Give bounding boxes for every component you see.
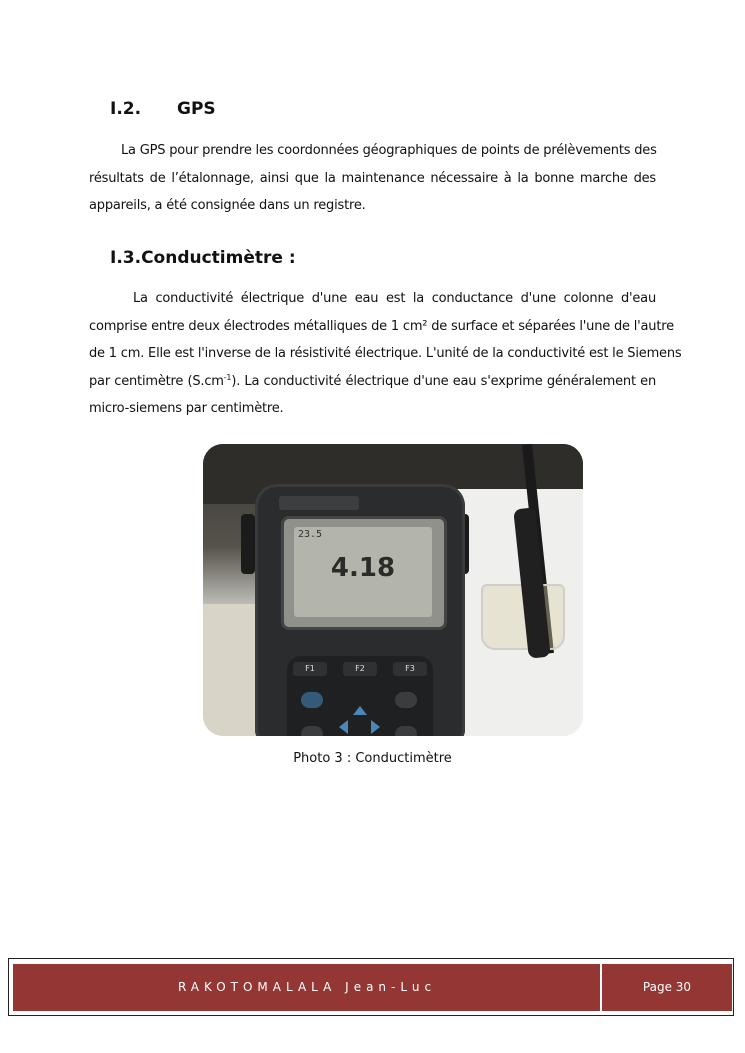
paragraph-line: résultats de l’étalonnage, ainsi que la maintenance nécessaire à la bonne marche des: [89, 170, 656, 186]
line-text: ). La conductivité électrique d'une eau s'exprime généralement en: [231, 373, 656, 389]
paragraph-line: appareils, a été consignée dans un registre.: [89, 198, 366, 214]
lcd-display: [294, 527, 432, 617]
meter-keypad: [287, 656, 433, 736]
mode-key: [395, 726, 417, 736]
paragraph-conductimetre: [89, 285, 682, 423]
footer-page-number: Page 30: [600, 964, 732, 1011]
brand-plate: [279, 496, 359, 510]
meter-screen: [281, 516, 447, 630]
paragraph-gps: [89, 137, 656, 220]
section-title: GPS: [177, 99, 216, 119]
arrow-left-icon: [339, 720, 348, 734]
measure-key: [395, 692, 417, 708]
meter-clip: [241, 514, 255, 574]
paragraph-line: de 1 cm. Elle est l'inverse de la résistivité électrique. L'unité de la conductivité est le Siemens: [89, 346, 682, 362]
paragraph-line: La GPS pour prendre les coordonnées géographiques de points de prélèvements des: [121, 143, 657, 158]
section-heading-gps: [110, 99, 216, 119]
section-heading-conductimetre: I.3.Conductimètre :: [110, 248, 296, 268]
photo-caption: Photo 3 : Conductimètre: [293, 751, 452, 766]
function-key: F3: [393, 662, 427, 676]
paragraph-line: comprise entre deux électrodes métalliques de 1 cm² de surface et séparées l'une de l'autre: [89, 318, 674, 334]
paragraph-line: [89, 368, 656, 396]
lcd-value: 4.18: [330, 553, 396, 583]
arrow-up-icon: [353, 706, 367, 715]
superscript: -1: [223, 372, 232, 382]
footer-author: RAKOTOMALALA Jean-Luc: [13, 964, 601, 1011]
paragraph-line: La conductivité électrique d'une eau est la conductance d'une colonne d'eau: [133, 291, 656, 306]
conductimeter-photo: [203, 444, 583, 736]
function-key: F1: [293, 662, 327, 676]
power-key: [301, 692, 323, 708]
conductivity-meter: [255, 484, 465, 736]
arrow-right-icon: [371, 720, 380, 734]
section-number: I.2.: [110, 99, 142, 119]
function-key: F2: [343, 662, 377, 676]
page-footer: [8, 958, 734, 1016]
paragraph-line: micro-siemens par centimètre.: [89, 401, 284, 417]
lcd-temperature: 23.5: [298, 529, 323, 540]
line-text: par centimètre (S.cm: [89, 373, 224, 389]
setup-key: [301, 726, 323, 736]
